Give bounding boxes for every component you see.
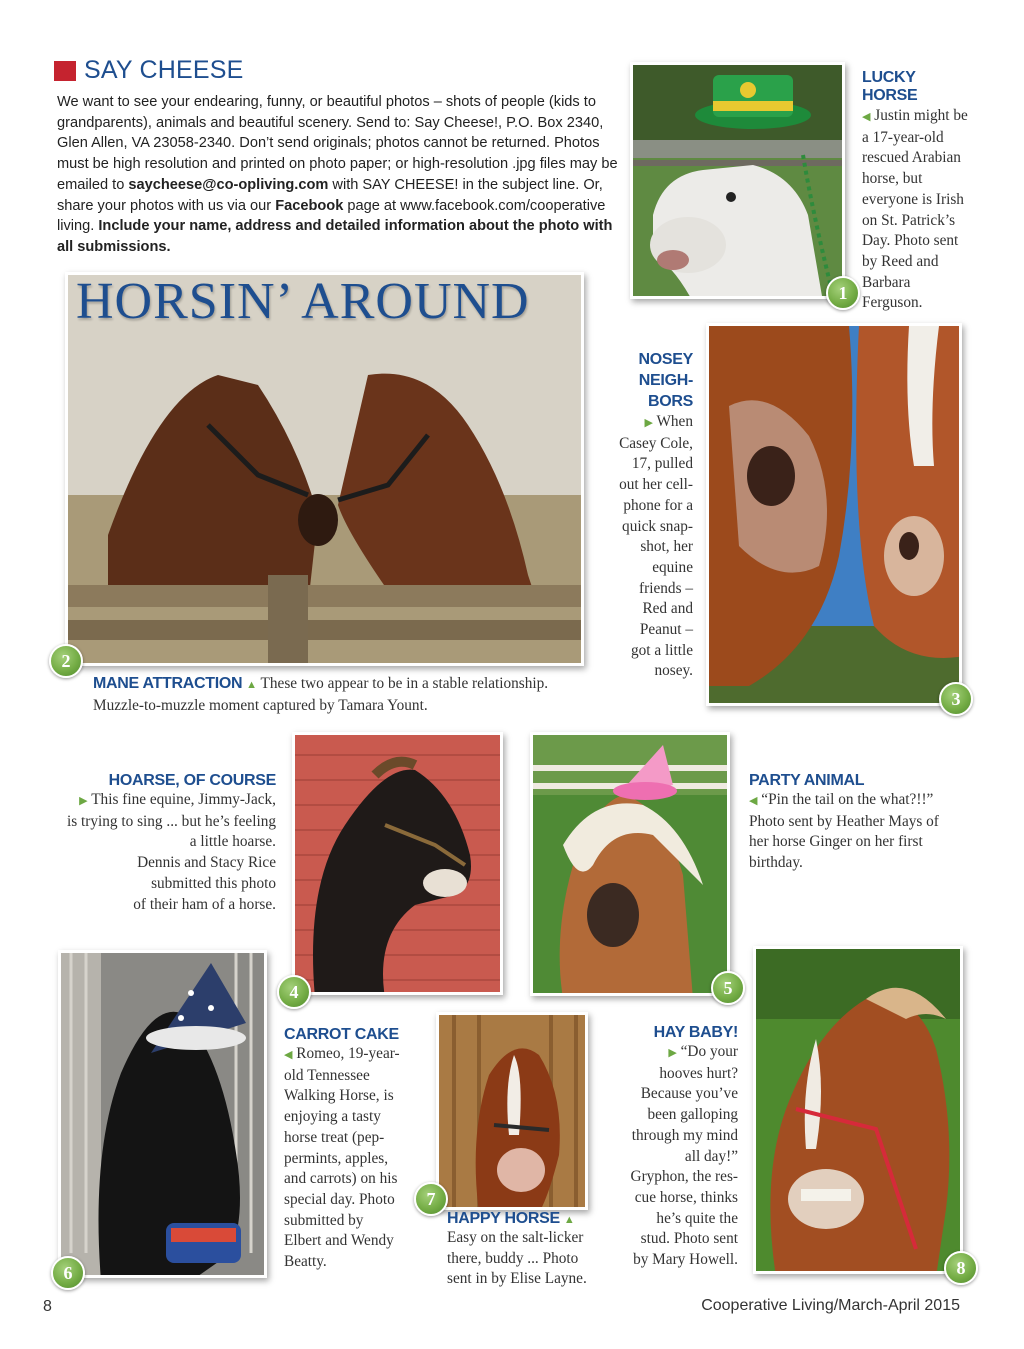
badge-1: 1 [826, 276, 860, 310]
carrot-line-6: permints, apples, [284, 1149, 389, 1167]
intro-line-3: Glen Allen, VA 23058-2340. Don’t send originals; photos cannot be returned. Photos [57, 135, 600, 152]
share-suffix: page at www.facebook.com/cooperative [343, 197, 606, 214]
hoarse-line-4: Dennis and Stacy Rice [137, 854, 276, 872]
facebook-link[interactable]: Facebook [275, 197, 344, 214]
carrot-line-8: special day. Photo [284, 1190, 395, 1208]
title-happy-horse: HAPPY HORSE [447, 1210, 560, 1227]
title-hay-baby: HAY BABY! [653, 1024, 738, 1041]
share-prefix: share your photos with us via our [57, 197, 276, 214]
lucky-horse-text: Justin might be a 17-year-old rescued Arabian horse, but everyone is Irish on St. Patrick’s Day. Photo sent by Reed and Barbara Ferguson. [862, 107, 968, 312]
party-line-2: Photo sent by Heather Mays of [749, 812, 939, 830]
caption-nosey-neighbors [600, 349, 693, 682]
mane-attraction-illustration [68, 275, 584, 666]
hoarse-line-3: a little hoarse. [189, 833, 276, 851]
badge-7: 7 [414, 1182, 448, 1216]
caption-hoarse [48, 772, 276, 915]
badge-5: 5 [711, 971, 745, 1005]
hay-baby-illustration [756, 949, 963, 1274]
badge-4: 4 [277, 975, 311, 1009]
badge-6: 6 [51, 1256, 85, 1290]
nosey-line-8: equine [652, 558, 693, 576]
nosey-line-5: phone for a [623, 496, 693, 514]
right-arrow-icon: ▶ [668, 1047, 677, 1059]
badge-3: 3 [939, 682, 973, 716]
photo-party-animal [530, 732, 730, 996]
nosey-line-3: 17, pulled [631, 455, 693, 473]
hoarse-line-2: is trying to sing ... but he’s feeling [66, 812, 276, 830]
hay-line-11: by Mary Howell. [633, 1251, 738, 1269]
hay-line-3: Because you’ve [640, 1085, 738, 1103]
caption-mane-attraction [93, 674, 613, 716]
hay-line-8: cue horse, thinks [634, 1188, 738, 1206]
include-instructions: Include your name, address and detailed information about the photo with all submissions. [57, 218, 613, 255]
hay-line-6: all day!” [684, 1147, 738, 1165]
intro-line-4: must be high resolution and printed on photo paper; or high-resolution .jpg files may be [57, 156, 618, 173]
nosey-line-12: got a little [630, 641, 693, 659]
intro-line-1: We want to see your endearing, funny, or beautiful photos – shots of people (kids to [57, 94, 596, 110]
party-line-1: “Pin the tail on the what?!!” [761, 791, 934, 808]
page-number: 8 [43, 1298, 52, 1315]
text-hoarse [48, 790, 276, 915]
hay-line-5: through my mind [631, 1126, 738, 1144]
nosey-line-7: shot, her [640, 538, 693, 556]
happy-line-1: Easy on the salt-licker [447, 1229, 584, 1246]
hay-line-10: stud. Photo sent [640, 1230, 738, 1248]
text-party-animal [749, 790, 969, 874]
nosey-line-6: quick snap- [622, 517, 693, 535]
party-line-4: birthday. [749, 854, 803, 872]
title-carrot-cake: CARROT CAKE [284, 1026, 399, 1043]
party-line-3: her horse Ginger on her first [749, 833, 923, 851]
lucky-horse-illustration [633, 65, 845, 299]
carrot-line-2: old Tennessee [284, 1066, 370, 1084]
title-nosey-neighbors [600, 349, 693, 412]
nosey-line-9: friends – [639, 579, 693, 597]
happy-line-2: there, buddy ... Photo [447, 1249, 579, 1267]
hay-line-9: he’s quite the [656, 1209, 738, 1227]
title-party-animal: PARTY ANIMAL [749, 772, 865, 789]
title-hoarse: HOARSE, OF COURSE [108, 772, 276, 789]
carrot-line-5: horse treat (pep- [284, 1128, 385, 1146]
text-lucky-horse [862, 106, 972, 314]
nosey-neighbors-illustration [709, 326, 962, 706]
magazine-footer: Cooperative Living/March-April 2015 [701, 1297, 960, 1314]
title-lucky-horse: LUCKY HORSE [862, 69, 918, 104]
mane-attraction-text-2: Muzzle-to-muzzle moment captured by Tamara Yount. [93, 696, 428, 714]
living-text: living. [57, 218, 99, 235]
up-arrow-icon: ▲ [563, 1214, 575, 1226]
nosey-line-10: Red and [642, 600, 693, 618]
left-arrow-icon: ◀ [749, 795, 758, 807]
hoarse-line-5: submitted this photo [151, 874, 276, 892]
carrot-line-11: Beatty. [284, 1253, 327, 1271]
email-suffix: with SAY CHEESE! in the subject line. Or, [328, 176, 603, 193]
photo-happy-horse [436, 1012, 588, 1210]
carrot-line-1: Romeo, 19-year- [296, 1045, 400, 1062]
hay-line-4: been galloping [647, 1106, 738, 1124]
mane-attraction-text-1: These two appear to be in a stable relationship. [256, 675, 549, 692]
carrot-cake-illustration [61, 953, 267, 1278]
nosey-line-1: When [656, 413, 693, 430]
text-carrot-cake [284, 1044, 414, 1273]
photo-nosey-neighbors [706, 323, 962, 706]
email-prefix: emailed to [57, 176, 129, 193]
party-animal-illustration [533, 735, 730, 996]
carrot-line-9: submitted by [284, 1211, 364, 1229]
caption-party-animal [749, 772, 969, 874]
nosey-line-2: Casey Cole, [619, 434, 693, 452]
caption-happy-horse [447, 1210, 607, 1290]
caption-lucky-horse [862, 69, 972, 314]
hay-line-2: hooves hurt? [659, 1064, 738, 1082]
hay-line-7: Gryphon, the res- [630, 1168, 738, 1186]
badge-2: 2 [49, 644, 83, 678]
photo-carrot-cake [58, 950, 267, 1278]
nosey-line-13: nosey. [654, 662, 693, 680]
hoarse-line-1: This fine equine, Jimmy-Jack, [91, 791, 276, 808]
nosey-line-4: out her cell- [619, 476, 693, 494]
left-arrow-icon: ◀ [862, 111, 871, 123]
right-arrow-icon: ▶ [644, 417, 653, 429]
hoarse-illustration [295, 735, 503, 995]
up-arrow-icon: ▲ [246, 679, 257, 691]
text-nosey-neighbors [600, 412, 693, 682]
carrot-line-10: Elbert and Wendy [284, 1232, 394, 1250]
text-hay-baby [610, 1042, 738, 1271]
photo-hay-baby [753, 946, 963, 1274]
hoarse-line-6: of their ham of a horse. [133, 895, 276, 913]
left-arrow-icon: ◀ [284, 1049, 293, 1061]
carrot-line-3: Walking Horse, is [284, 1087, 394, 1105]
email-link[interactable]: saycheese@co-opliving.com [128, 176, 329, 193]
photo-lucky-horse [630, 62, 845, 299]
feature-title: HORSIN’ AROUND [76, 273, 530, 330]
intro-text [57, 92, 622, 258]
badge-8: 8 [944, 1251, 978, 1285]
title-line-3: BORS [647, 393, 693, 410]
nosey-line-11: Peanut – [639, 621, 693, 639]
section-marker [54, 61, 76, 81]
text-happy-horse [447, 1228, 607, 1290]
caption-carrot-cake [284, 1026, 414, 1273]
photo-hoarse [292, 732, 503, 995]
carrot-line-7: and carrots) on his [284, 1170, 398, 1188]
happy-line-3: sent in by Elise Layne. [447, 1270, 587, 1288]
title-line-1: NOSEY [638, 351, 693, 368]
hay-line-1: “Do your [680, 1043, 738, 1060]
section-title: SAY CHEESE [84, 56, 244, 84]
caption-hay-baby [610, 1024, 738, 1271]
carrot-line-4: enjoying a tasty [284, 1108, 381, 1126]
happy-horse-illustration [439, 1015, 588, 1210]
title-line-2: NEIGH- [638, 372, 693, 389]
intro-line-2: grandparents), animals and beautiful scenery. Send to: Say Cheese!, P.O. Box 2340, [57, 114, 604, 131]
photo-mane-attraction [65, 272, 584, 666]
title-mane-attraction: MANE ATTRACTION [93, 675, 243, 692]
right-arrow-icon: ▶ [79, 795, 88, 807]
